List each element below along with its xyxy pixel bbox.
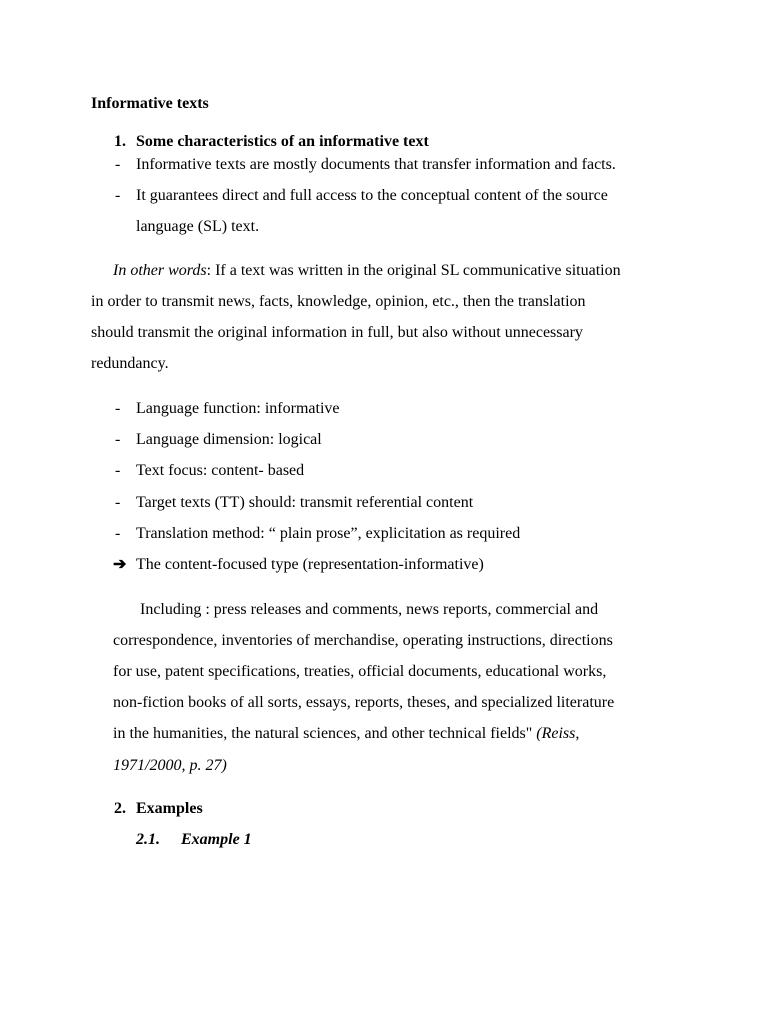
bullet-marker: - <box>115 187 121 204</box>
section-1-number: 1. <box>114 133 126 150</box>
citation-start: (Reiss, <box>536 725 580 742</box>
list-item: Text focus: content- based <box>136 462 305 479</box>
list-item-continuation: language (SL) text. <box>136 218 260 235</box>
list-item: Target texts (TT) should: transmit referential content <box>136 494 474 511</box>
arrow-item: The content-focused type (representation-informative) <box>136 556 484 573</box>
citation-end: 1971/2000, p. 27) <box>113 757 227 774</box>
paragraph-line <box>113 261 621 281</box>
subsection-heading: Example 1 <box>181 831 252 848</box>
paragraph-line: in order to transmit news, facts, knowledge, opinion, etc., then the translation <box>91 293 586 310</box>
page-title: Informative texts <box>91 95 209 112</box>
bullet-marker: - <box>115 431 121 448</box>
bullet-marker: - <box>115 156 121 173</box>
section-2-heading: Examples <box>136 800 203 817</box>
paragraph-lead-italic: In other words <box>113 262 207 279</box>
including-line <box>113 724 579 744</box>
including-line-5-text: in the humanities, the natural sciences, and other technical fields" <box>113 725 537 742</box>
paragraph-line-1-rest: : If a text was written in the original SL communicative situation <box>206 262 621 279</box>
including-line: correspondence, inventories of merchandise, operating instructions, directions <box>113 632 613 649</box>
arrow-right-icon: ➔ <box>113 556 127 573</box>
paragraph-line: redundancy. <box>91 355 169 372</box>
bullet-marker: - <box>115 462 121 479</box>
including-line: for use, patent specifications, treaties, official documents, educational works, <box>113 663 607 680</box>
bullet-marker: - <box>115 525 121 542</box>
bullet-marker: - <box>115 494 121 511</box>
section-1-heading: Some characteristics of an informative text <box>136 133 429 150</box>
list-item: Informative texts are mostly documents that transfer information and facts. <box>136 156 616 173</box>
list-item: It guarantees direct and full access to the conceptual content of the source <box>136 187 608 204</box>
paragraph-line: should transmit the original information in full, but also without unnecessary <box>91 324 583 341</box>
including-line: Including : press releases and comments, news reports, commercial and <box>140 601 599 618</box>
list-item: Language dimension: logical <box>136 431 322 448</box>
list-item: Translation method: “ plain prose”, explicitation as required <box>136 525 521 542</box>
section-2-number: 2. <box>114 800 126 817</box>
list-item: Language function: informative <box>136 400 340 417</box>
including-line: non-fiction books of all sorts, essays, reports, theses, and specialized literature <box>113 694 615 711</box>
subsection-number: 2.1. <box>136 831 160 848</box>
bullet-marker: - <box>115 400 121 417</box>
